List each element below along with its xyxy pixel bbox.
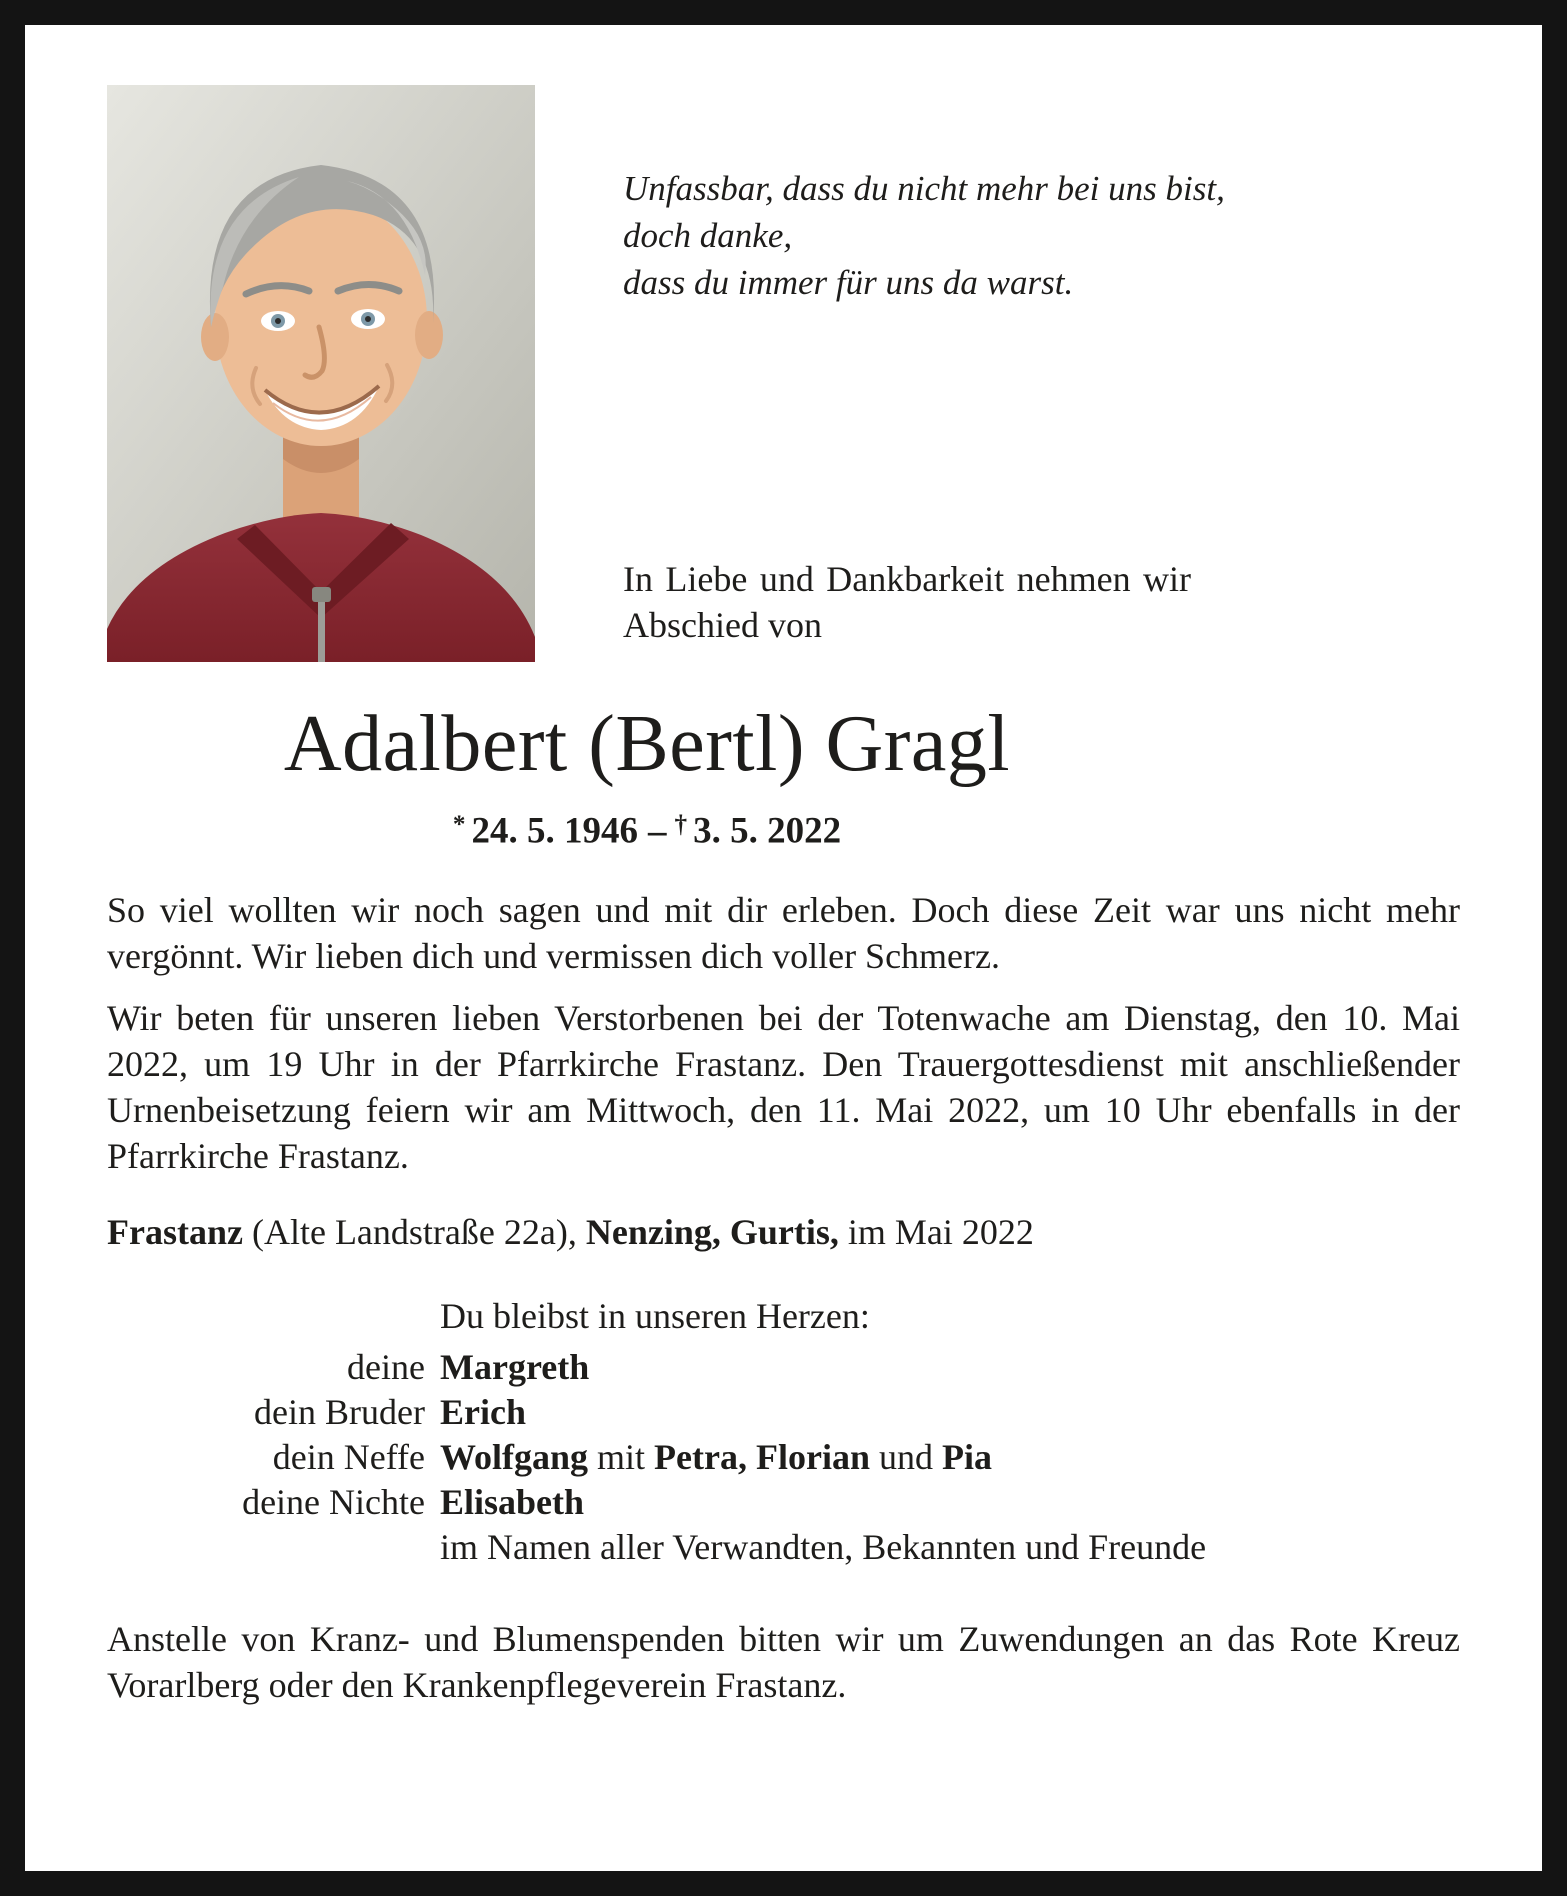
mourner-label: dein Bruder xyxy=(254,1391,425,1432)
mourners-heading: Du bleibst in unseren Herzen: xyxy=(440,1295,870,1336)
birth-date: 24. 5. 1946 xyxy=(471,810,638,852)
death-date: 3. 5. 2022 xyxy=(693,810,842,852)
name-section xyxy=(107,700,1187,855)
location-date: im Mai 2022 xyxy=(838,1211,1034,1252)
mourner-name-part: Pia xyxy=(941,1436,992,1477)
mourner-name-part: Petra, Florian xyxy=(654,1436,870,1477)
location-line xyxy=(107,1209,1460,1255)
mourner-name: Elisabeth xyxy=(440,1481,585,1522)
life-dates xyxy=(107,802,1187,855)
birth-symbol: * xyxy=(452,811,466,838)
mourner-label: dein Neffe xyxy=(272,1436,425,1477)
location-places-secondary: Nenzing, Gurtis, xyxy=(585,1211,839,1252)
quote-intro-column xyxy=(623,85,1225,662)
quote-line-3: dass du immer für uns da warst. xyxy=(623,263,1074,302)
location-place-primary: Frastanz xyxy=(107,1211,243,1252)
top-section xyxy=(107,85,1460,662)
dates-separator: – xyxy=(648,810,667,852)
portrait-photo xyxy=(107,85,535,662)
quote-line-2: doch danke, xyxy=(623,216,793,255)
farewell-intro: In Liebe und Dankbarkeit nehmen wir Abschied von xyxy=(623,559,1191,645)
death-symbol: † xyxy=(674,811,688,838)
mourner-name-part: Wolfgang xyxy=(440,1436,589,1477)
mourners-closing: im Namen aller Verwandten, Bekannten und Freunde xyxy=(440,1526,1207,1567)
mourner-name-connector: mit xyxy=(588,1436,655,1477)
paragraph-farewell: So viel wollten wir noch sagen und mit dir erleben. Doch diese Zeit war uns nicht mehr vergönnt. Wir lieben dich und vermissen dich voller Schmerz. xyxy=(107,889,1460,976)
deceased-name: Adalbert (Bertl) Gragl xyxy=(283,700,1011,788)
location-address: (Alte Landstraße 22a), xyxy=(242,1211,586,1252)
mourner-label: deine Nichte xyxy=(242,1481,425,1522)
mourner-label: deine xyxy=(347,1346,425,1387)
mourner-name-connector: und xyxy=(869,1436,942,1477)
quote-line-1: Unfassbar, dass du nicht mehr bei uns bist, xyxy=(623,169,1225,208)
mourner-name: Margreth xyxy=(440,1346,590,1387)
portrait-illustration xyxy=(107,85,535,662)
mourner-name xyxy=(440,1435,1460,1480)
paragraph-donations: Anstelle von Kranz- und Blumenspenden bitten wir um Zuwendungen an das Rote Kreuz Vorarlberg oder den Krankenpflegeverein Frastanz. xyxy=(107,1618,1460,1705)
paragraph-service-info: Wir beten für unseren lieben Verstorbenen bei der Totenwache am Dienstag, den 10. Mai 2022, um 19 Uhr in der Pfarrkirche Frastanz. Den Trauergottesdienst mit anschließender Urnenbeisetzung feiern wir am Mittwoch, den 11. Mai 2022, um 10 Uhr ebenfalls in der Pfarrkirche Frastanz. xyxy=(107,997,1460,1176)
mourners-list xyxy=(107,1345,1460,1525)
mourner-name: Erich xyxy=(440,1391,526,1432)
memorial-quote xyxy=(623,165,1225,306)
